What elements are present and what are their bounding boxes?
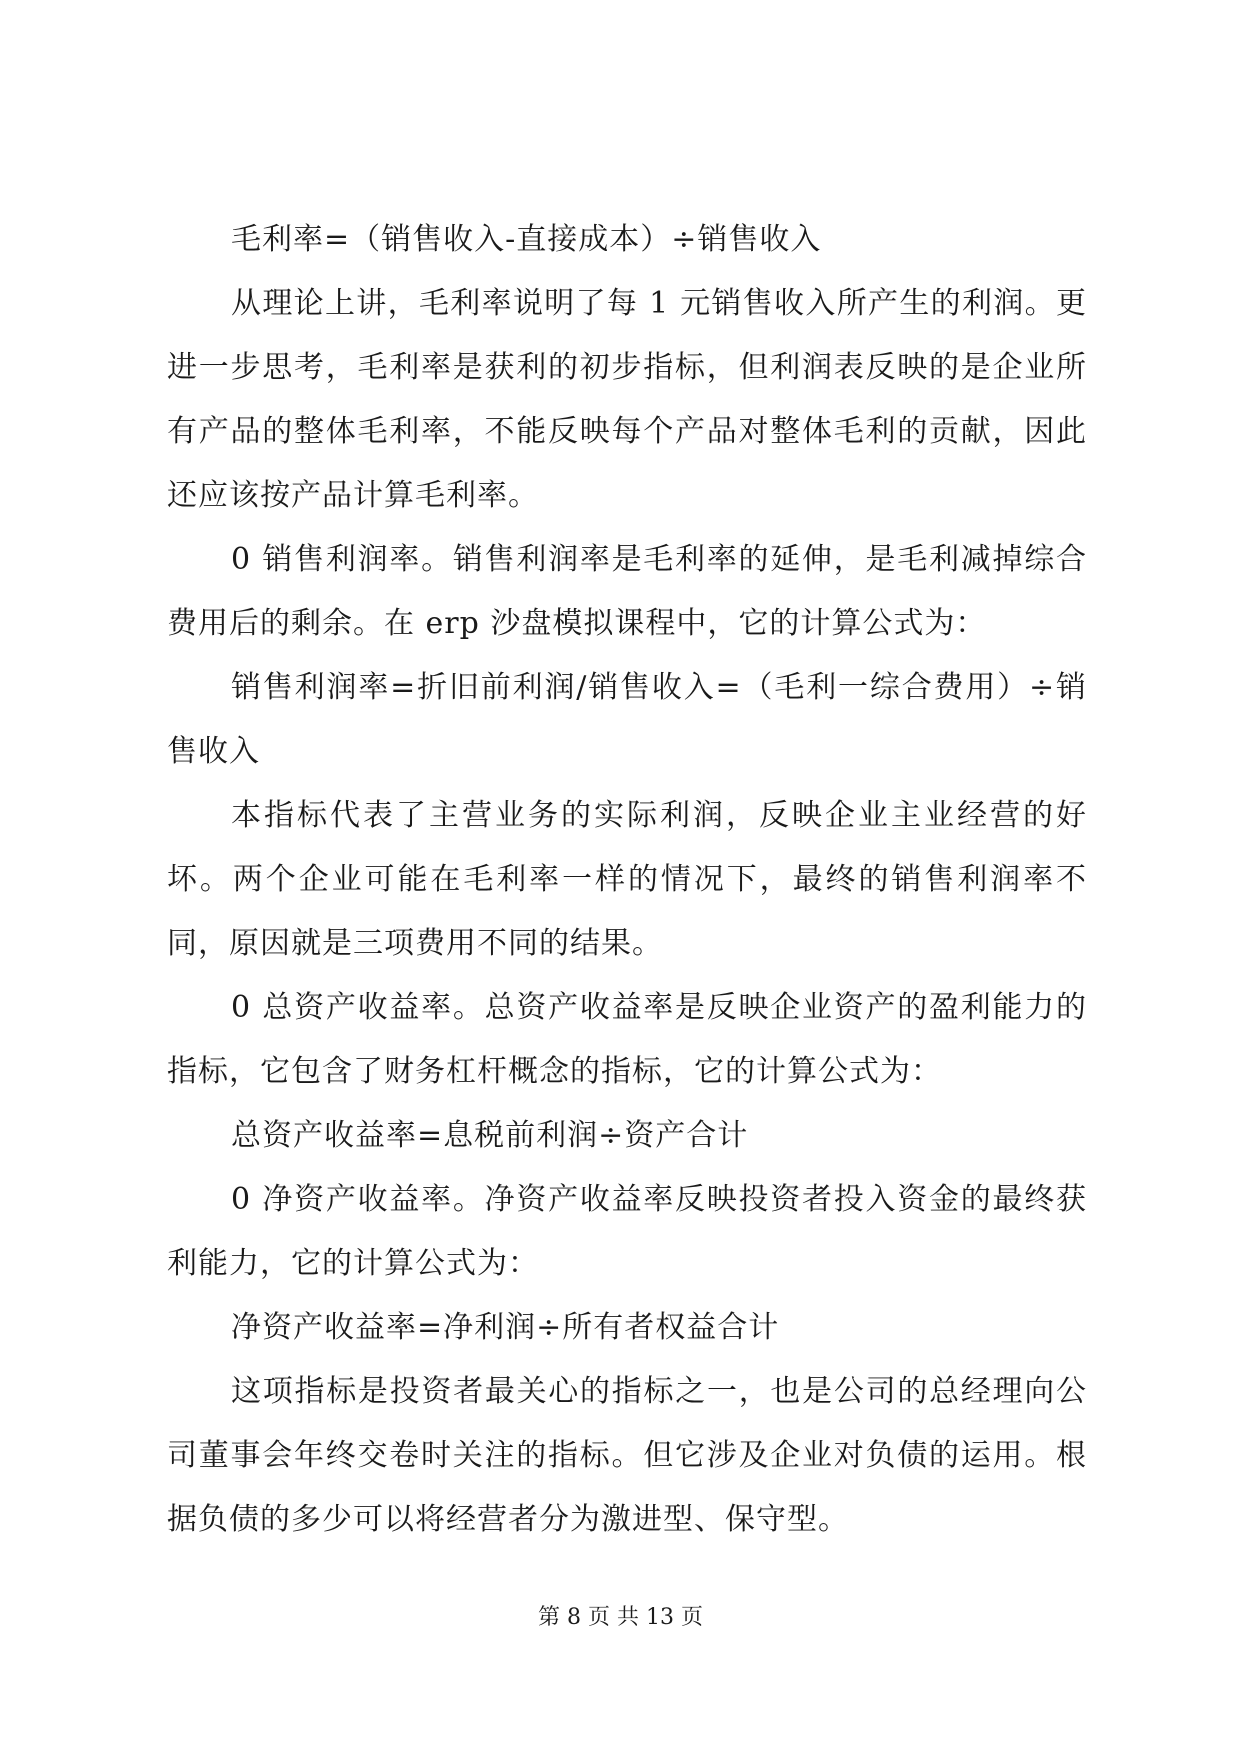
paragraph-sales-profit-rate-formula: 销售利润率=折旧前利润/销售收入=（毛利一综合费用）÷销售收入 bbox=[167, 670, 1087, 769]
paragraph-gross-margin-explanation: 从理论上讲，毛利率说明了每 1 元销售收入所产生的利润。更进一步思考，毛利率是获利的初步指标，但利润表反映的是企业所有产品的整体毛利率，不能反映每个产品对整体毛利的贡献，因此还应该按产品计算毛利率。 bbox=[167, 286, 1087, 513]
paragraph-total-asset-return-intro: 0 总资产收益率。总资产收益率是反映企业资产的盈利能力的指标，它包含了财务杠杆概念的指标，它的计算公式为： bbox=[167, 990, 1087, 1089]
paragraph-gross-margin-formula: 毛利率=（销售收入-直接成本）÷销售收入 bbox=[231, 222, 822, 257]
page-footer bbox=[0, 1603, 1241, 1633]
paragraph-sales-profit-rate-intro: 0 销售利润率。销售利润率是毛利率的延伸，是毛利减掉综合费用后的剩余。在 erp 沙盘模拟课程中，它的计算公式为： bbox=[167, 542, 1087, 641]
paragraph-total-asset-return-formula: 总资产收益率=息税前利润÷资产合计 bbox=[231, 1118, 749, 1153]
paragraph-net-asset-return-explanation: 这项指标是投资者最关心的指标之一，也是公司的总经理向公司董事会年终交卷时关注的指标。但它涉及企业对负债的运用。根据负债的多少可以将经营者分为激进型、保守型。 bbox=[167, 1374, 1087, 1537]
paragraph-net-asset-return-intro: 0 净资产收益率。净资产收益率反映投资者投入资金的最终获利能力，它的计算公式为： bbox=[167, 1182, 1087, 1281]
paragraph-net-asset-return-formula: 净资产收益率=净利润÷所有者权益合计 bbox=[231, 1310, 780, 1345]
page-number: 第 8 页 共 13 页 bbox=[538, 1605, 703, 1630]
document-body bbox=[167, 208, 1087, 1552]
paragraph-sales-profit-rate-explanation: 本指标代表了主营业务的实际利润，反映企业主业经营的好坏。两个企业可能在毛利率一样的情况下，最终的销售利润率不同，原因就是三项费用不同的结果。 bbox=[167, 798, 1087, 961]
